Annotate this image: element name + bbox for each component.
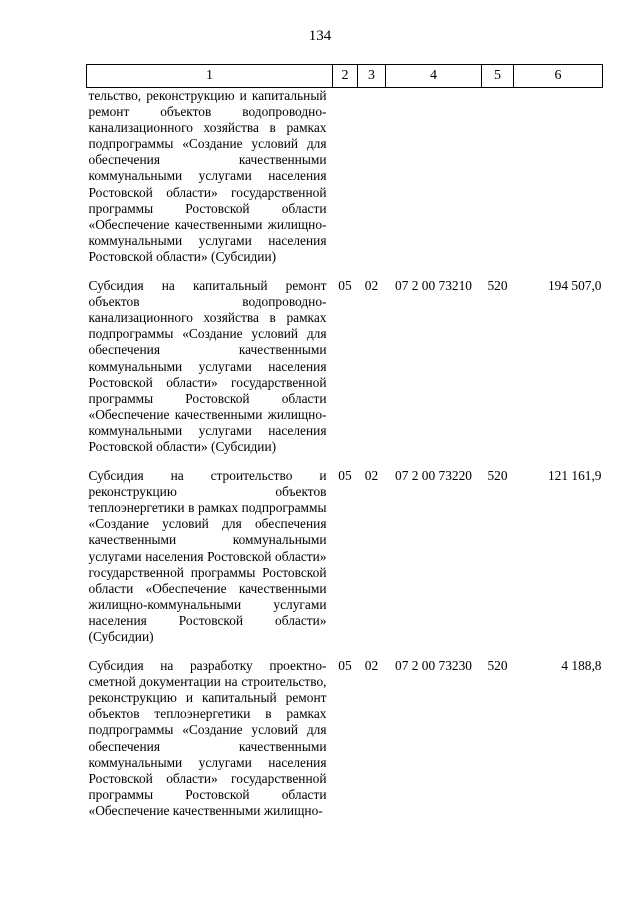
row-amount [514,88,603,279]
header-col-2: 2 [333,65,358,88]
row-target-code: 07 2 00 73230 [395,658,472,674]
row-subsection [358,88,386,279]
row-section: 05 [338,278,352,294]
row-target-code: 07 2 00 73210 [395,278,472,294]
row-section: 05 [338,468,352,484]
table-row [87,278,603,468]
header-col-5: 5 [482,65,514,88]
row-expense-type: 520 [487,658,508,674]
row-expense-type [482,88,514,279]
header-col-3: 3 [358,65,386,88]
header-col-6: 6 [514,65,603,88]
row-subsection: 02 [364,468,379,484]
row-name: тельство, реконструкцию и капитальный ремонт объектов водопроводно-канализационного хозяйства в рамках подпрограммы «Создание условий для обеспечения качественными коммунальными услугами населения Ростовской области» государственной программы Ростовской области «Обеспечение качественными жилищно-коммунальными услугами населения Ростовской области» (Субсидии) [88,88,327,264]
table-header-row [87,65,603,88]
row-name: Субсидия на строительство и реконструкцию объектов теплоэнергетики в рамках подпрограммы «Создание условий для обеспечения качественными коммунальными услугами населения Ростовской области» государственной программы Ростовской области «Обеспечение качественными жилищно-коммунальными услугами населения Ростовской области» (Субсидии) [88,468,327,644]
row-target-code: 07 2 00 73220 [395,468,472,484]
budget-table [86,64,603,819]
row-expense-type: 520 [487,468,508,484]
row-name: Субсидия на разработку проектно-сметной документации на строительство, реконструкцию и капитальный ремонт объектов теплоэнергетики в рамках подпрограммы «Создание условий для обеспечения качественными коммунальными услугами населения Ростовской области» государственной программы Ростовской области «Обеспечение качественными жилищно- [88,658,327,818]
row-section: 05 [338,658,352,674]
row-target-code [386,88,482,279]
row-expense-type: 520 [487,278,508,294]
header-col-4: 4 [386,65,482,88]
row-section [333,88,358,279]
row-amount: 121 161,9 [547,468,602,484]
row-subsection: 02 [364,278,379,294]
row-amount: 4 188,8 [561,658,602,674]
page-number: 134 [308,28,332,44]
row-subsection: 02 [364,658,379,674]
table-row [87,658,603,819]
table-row [87,468,603,658]
row-name: Субсидия на капитальный ремонт объектов водопроводно-канализационного хозяйства в рамках подпрограммы «Создание условий для обеспечения качественными коммунальными услугами населения Ростовской области» государственной программы Ростовской области «Обеспечение качественными жилищно-коммунальными услугами населения Ростовской области» (Субсидии) [88,278,327,454]
header-col-1: 1 [87,65,333,88]
row-amount: 194 507,0 [547,278,602,294]
table-row [87,88,603,279]
